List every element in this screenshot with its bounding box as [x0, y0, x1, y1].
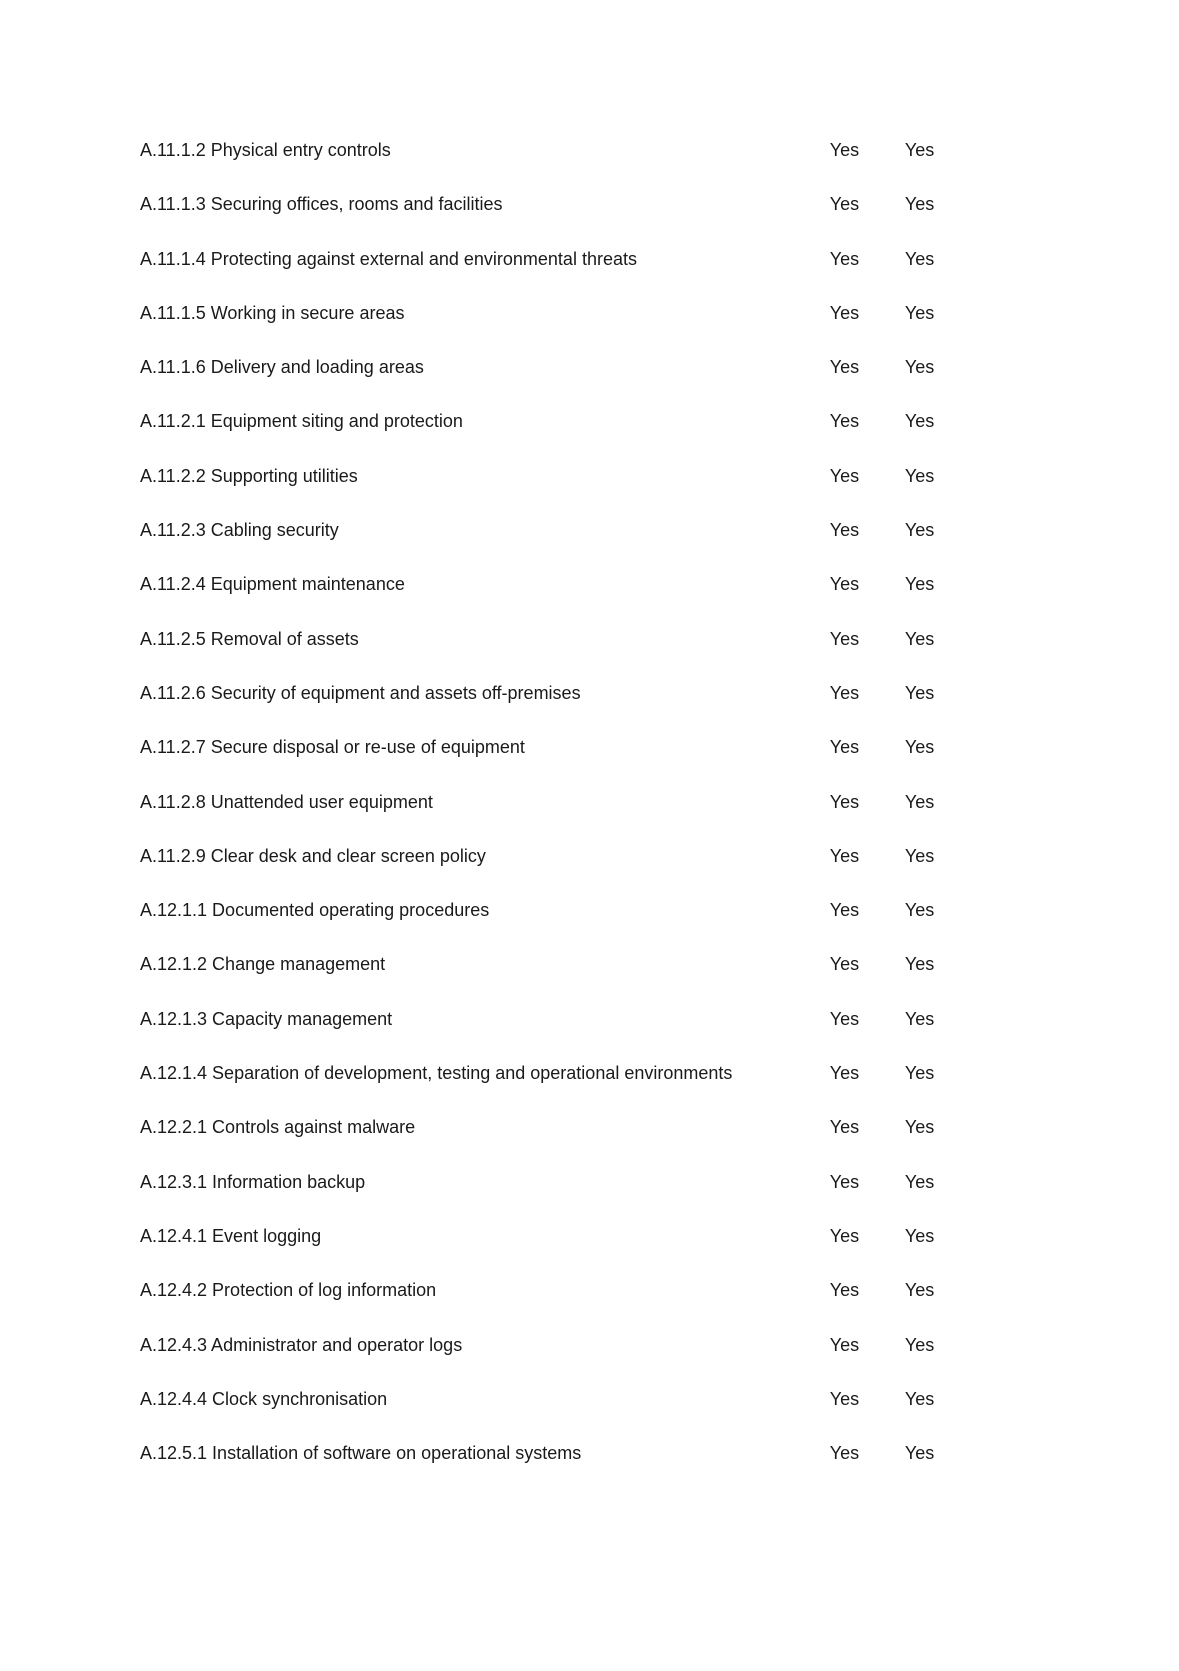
- control-label: A.11.1.4 Protecting against external and environmental threats: [140, 248, 637, 269]
- applicable-value: Yes: [829, 248, 860, 269]
- applicable-value: Yes: [829, 845, 860, 866]
- table-row: [140, 247, 980, 301]
- table-row: [140, 1333, 980, 1387]
- table-row: [140, 192, 980, 246]
- table-row: [140, 1170, 980, 1224]
- controls-list: [140, 138, 980, 1495]
- implemented-value: Yes: [904, 900, 935, 921]
- applicable-value: Yes: [829, 302, 860, 323]
- applicable-value: Yes: [829, 140, 860, 160]
- implemented-value: Yes: [904, 194, 935, 215]
- applicable-value: Yes: [829, 682, 860, 703]
- applicable-value: Yes: [829, 954, 860, 975]
- implemented-value: Yes: [904, 357, 935, 378]
- table-row: [140, 1007, 980, 1061]
- implemented-value: Yes: [904, 465, 935, 486]
- applicable-value: Yes: [829, 900, 860, 921]
- applicable-value: Yes: [829, 1171, 860, 1192]
- applicable-value: Yes: [829, 1388, 860, 1409]
- implemented-value: Yes: [904, 1280, 935, 1301]
- table-row: [140, 1441, 980, 1495]
- implemented-value: Yes: [904, 1225, 935, 1246]
- table-row: [140, 1278, 980, 1332]
- implemented-value: Yes: [904, 682, 935, 703]
- control-label: A.12.1.2 Change management: [140, 954, 386, 975]
- table-row: [140, 952, 980, 1006]
- applicable-value: Yes: [829, 791, 860, 812]
- table-row: [140, 1224, 980, 1278]
- control-label: A.12.1.4 Separation of development, testing and operational environments: [140, 1063, 733, 1084]
- control-label: A.11.1.3 Securing offices, rooms and facilities: [140, 194, 503, 215]
- control-label: A.11.1.2 Physical entry controls: [140, 140, 391, 160]
- control-label: A.12.3.1 Information backup: [140, 1171, 366, 1192]
- applicable-value: Yes: [829, 465, 860, 486]
- implemented-value: Yes: [904, 574, 935, 595]
- table-row: [140, 138, 980, 192]
- applicable-value: Yes: [829, 1117, 860, 1138]
- implemented-value: Yes: [904, 302, 935, 323]
- control-label: A.12.1.3 Capacity management: [140, 1008, 393, 1029]
- implemented-value: Yes: [904, 140, 935, 160]
- implemented-value: Yes: [904, 1117, 935, 1138]
- implemented-value: Yes: [904, 520, 935, 541]
- implemented-value: Yes: [904, 737, 935, 758]
- control-label: A.12.5.1 Installation of software on operational systems: [140, 1443, 582, 1464]
- implemented-value: Yes: [904, 1443, 935, 1464]
- control-label: A.12.1.1 Documented operating procedures: [140, 900, 490, 921]
- table-row: [140, 627, 980, 681]
- control-label: A.11.2.8 Unattended user equipment: [140, 791, 433, 812]
- table-row: [140, 301, 980, 355]
- implemented-value: Yes: [904, 1008, 935, 1029]
- control-label: A.11.2.9 Clear desk and clear screen policy: [140, 845, 486, 866]
- control-label: A.11.1.5 Working in secure areas: [140, 302, 405, 323]
- control-label: A.11.2.1 Equipment siting and protection: [140, 411, 463, 432]
- implemented-value: Yes: [904, 1171, 935, 1192]
- applicable-value: Yes: [829, 194, 860, 215]
- control-label: A.12.4.4 Clock synchronisation: [140, 1388, 388, 1409]
- table-row: [140, 1387, 980, 1441]
- control-label: A.11.2.5 Removal of assets: [140, 628, 359, 649]
- implemented-value: Yes: [904, 845, 935, 866]
- implemented-value: Yes: [904, 1334, 935, 1355]
- control-label: A.11.2.7 Secure disposal or re-use of equipment: [140, 737, 525, 758]
- control-label: A.11.1.6 Delivery and loading areas: [140, 357, 424, 378]
- implemented-value: Yes: [904, 1063, 935, 1084]
- applicable-value: Yes: [829, 1443, 860, 1464]
- applicable-value: Yes: [829, 411, 860, 432]
- applicable-value: Yes: [829, 1008, 860, 1029]
- table-row: [140, 681, 980, 735]
- applicable-value: Yes: [829, 1225, 860, 1246]
- table-row: [140, 790, 980, 844]
- table-row: [140, 1061, 980, 1115]
- applicable-value: Yes: [829, 574, 860, 595]
- table-row: [140, 1115, 980, 1169]
- implemented-value: Yes: [904, 1388, 935, 1409]
- table-row: [140, 464, 980, 518]
- implemented-value: Yes: [904, 791, 935, 812]
- implemented-value: Yes: [904, 411, 935, 432]
- control-label: A.12.4.2 Protection of log information: [140, 1280, 437, 1301]
- applicable-value: Yes: [829, 357, 860, 378]
- implemented-value: Yes: [904, 628, 935, 649]
- control-label: A.11.2.4 Equipment maintenance: [140, 574, 405, 595]
- applicable-value: Yes: [829, 1280, 860, 1301]
- applicable-value: Yes: [829, 520, 860, 541]
- control-label: A.11.2.6 Security of equipment and assets off-premises: [140, 682, 581, 703]
- implemented-value: Yes: [904, 248, 935, 269]
- table-row: [140, 409, 980, 463]
- control-label: A.12.2.1 Controls against malware: [140, 1117, 416, 1138]
- table-row: [140, 735, 980, 789]
- table-row: [140, 572, 980, 626]
- applicable-value: Yes: [829, 1063, 860, 1084]
- control-label: A.12.4.3 Administrator and operator logs: [140, 1334, 463, 1355]
- applicable-value: Yes: [829, 628, 860, 649]
- table-row: [140, 355, 980, 409]
- applicable-value: Yes: [829, 737, 860, 758]
- control-label: A.12.4.1 Event logging: [140, 1225, 322, 1246]
- applicable-value: Yes: [829, 1334, 860, 1355]
- implemented-value: Yes: [904, 954, 935, 975]
- table-row: [140, 518, 980, 572]
- control-label: A.11.2.2 Supporting utilities: [140, 465, 358, 486]
- control-label: A.11.2.3 Cabling security: [140, 520, 339, 541]
- table-row: [140, 898, 980, 952]
- table-row: [140, 844, 980, 898]
